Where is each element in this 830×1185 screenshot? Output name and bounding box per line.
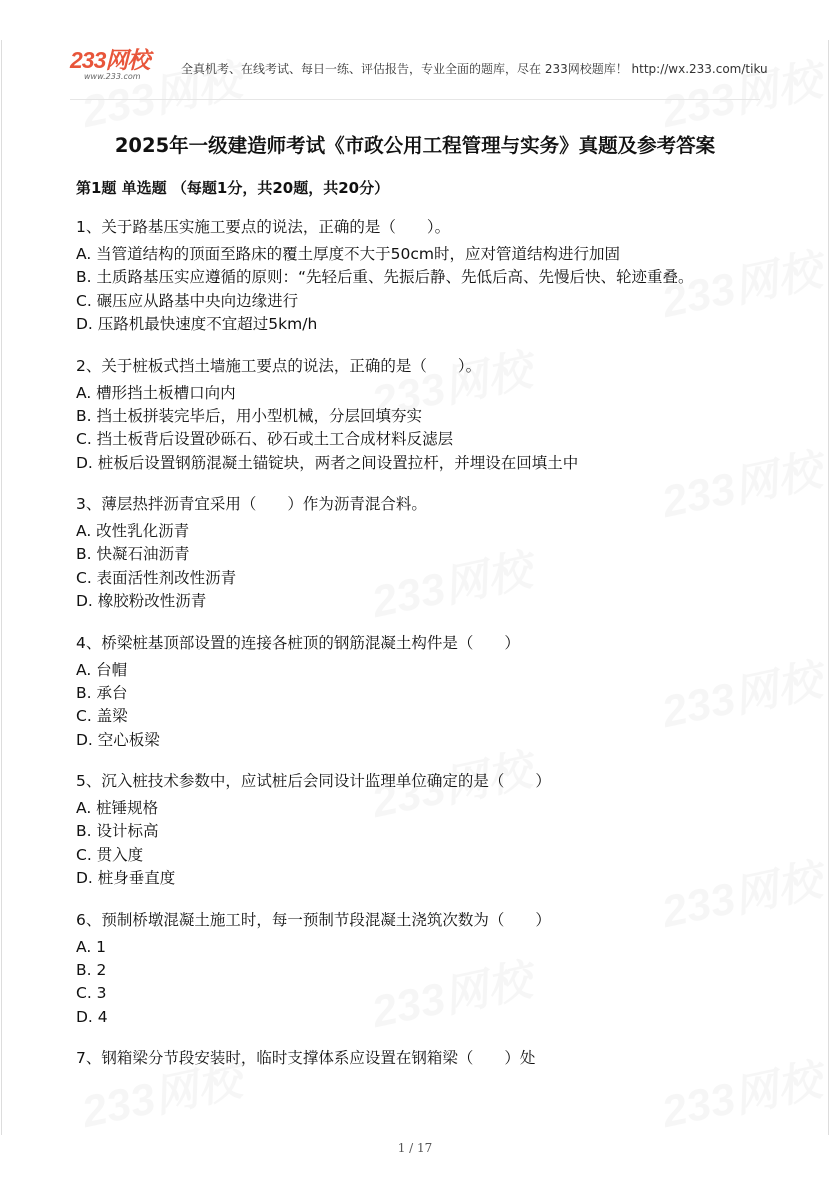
option-b: B. 2 (76, 960, 107, 979)
option-d: D. 4 (76, 1007, 108, 1026)
option-d: D. 空心板梁 (76, 730, 160, 749)
option-a: A. 桩锤规格 (76, 799, 159, 817)
question-6 (76, 908, 796, 1047)
option-b: B. 设计标高 (76, 822, 159, 841)
option-c: C. 挡土板背后设置砂砾石、砂石或土工合成材料反滤层 (76, 430, 454, 449)
question-3 (76, 492, 796, 631)
page-header (70, 48, 770, 88)
option-c: C. 表面活性剂改性沥青 (76, 568, 237, 587)
page-right-edge (828, 40, 829, 1135)
page-indicator: 1 / 17 (397, 1141, 433, 1155)
question-7 (76, 1046, 796, 1185)
option-b: B. 土质路基压实应遵循的原则：“先轻后重、先振后静、先低后高、先慢后快、轮迹重叠。 (76, 268, 694, 287)
question-4 (76, 631, 796, 770)
logo[interactable] (70, 48, 149, 81)
logo-text: 233网校 (70, 47, 150, 73)
option-d: D. 桩身垂直度 (76, 869, 176, 888)
question-stem: 6、预制桥墩混凝土施工时，每一预制节段混凝土浇筑次数为（ ） (76, 910, 551, 929)
option-a: A. 1 (76, 937, 107, 956)
question-stem: 2、关于桩板式挡土墙施工要点的说法，正确的是（ ）。 (76, 356, 482, 375)
question-stem: 3、薄层热拌沥青宜采用（ ）作为沥青混合料。 (76, 495, 427, 513)
question-stem: 1、关于路基压实施工要点的说法，正确的是（ ）。 (76, 218, 451, 236)
option-b: B. 挡土板拼装完毕后，用小型机械，分层回填夯实 (76, 406, 422, 425)
question-stem: 7、钢箱梁分节段安装时，临时支撑体系应设置在钢箱梁（ ）处 (76, 1049, 536, 1067)
option-c: C. 贯入度 (76, 845, 144, 864)
option-a: A. 当管道结构的顶面至路床的覆土厚度不大于50cm时，应对管道结构进行加固 (76, 245, 621, 263)
option-a: A. 台帽 (76, 660, 128, 679)
question-stem: 4、桥梁桩基顶部设置的连接各桩顶的钢筋混凝土构件是（ ） (76, 633, 520, 652)
question-1 (76, 215, 796, 354)
question-stem: 5、沉入桩技术参数中，应试桩后会同设计监理单位确定的是（ ） (76, 772, 551, 790)
option-c: C. 盖梁 (76, 707, 128, 726)
logo-subtext: www.233.com (84, 72, 141, 81)
page-left-edge (1, 40, 2, 1135)
question-list (76, 215, 796, 1185)
option-d: D. 橡胶粉改性沥青 (76, 592, 207, 611)
section-heading: 第1题 单选题 （每题1分，共20题，共20分） (76, 179, 390, 197)
document-title: 2025年一级建造师考试《市政公用工程管理与实务》真题及参考答案 (114, 134, 716, 157)
option-b: B. 快凝石油沥青 (76, 545, 190, 564)
option-c: C. 碾压应从路基中央向边缘进行 (76, 291, 299, 310)
option-c: C. 3 (76, 984, 107, 1003)
header-divider (70, 99, 760, 100)
option-a: A. 改性乳化沥青 (76, 522, 190, 540)
option-d: D. 桩板后设置钢筋混凝土锚锭块，两者之间设置拉杆，并埋设在回填土中 (76, 453, 579, 472)
question-2 (76, 354, 796, 493)
header-slogan: 全真机考、在线考试、每日一练、评估报告，专业全面的题库，尽在 233网校题库！ http://wx.233.com/tiku (181, 62, 768, 76)
question-5 (76, 769, 796, 908)
option-d: D. 压路机最快速度不宜超过5km/h (76, 315, 318, 334)
option-b: B. 承台 (76, 683, 128, 702)
option-a: A. 槽形挡土板槽口向内 (76, 383, 236, 402)
